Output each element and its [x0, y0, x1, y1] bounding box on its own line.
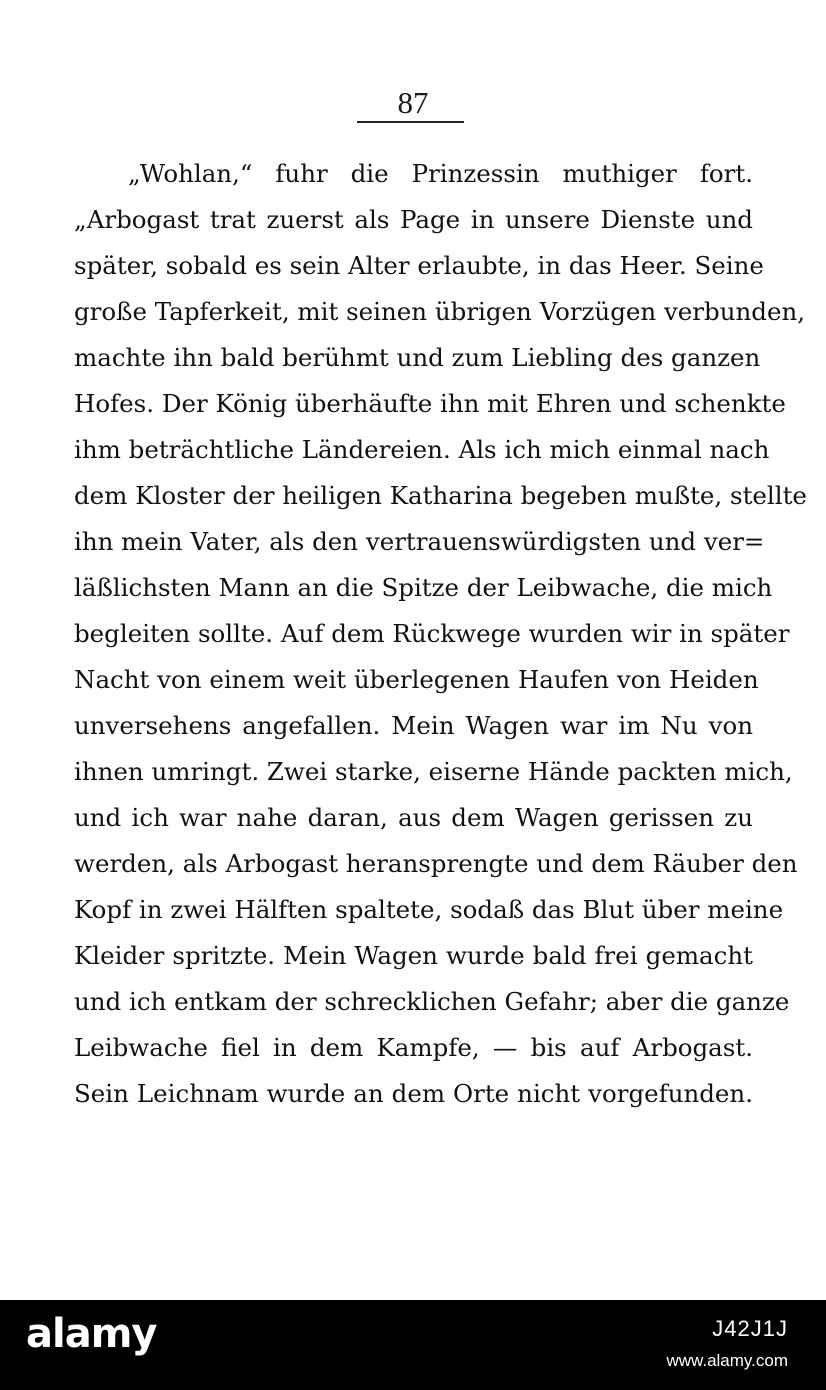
image-id: J42J1J [712, 1316, 788, 1341]
text-line-12: Nacht von einem weit überlegenen Haufen von Heiden [74, 665, 759, 694]
text-line-17: Kopf in zwei Hälften spaltete, sodaß das Blut über meine [74, 895, 784, 924]
text-line-5: machte ihn bald berühmt und zum Liebling des ganzen [74, 343, 761, 372]
text-line-2: „Arbogast trat zuerst als Page in unsere Dienste und [74, 205, 753, 234]
text-line-13: unversehens angefallen. Mein Wagen war im Nu von [74, 711, 753, 740]
watermark-url: www.alamy.com [666, 1351, 788, 1370]
text-line-20: Leibwache fiel in dem Kampfe, — bis auf Arbogast. [74, 1033, 753, 1062]
text-line-7: ihm beträchtliche Ländereien. Als ich mich einmal nach [74, 435, 770, 464]
text-line-6: Hofes. Der König überhäufte ihn mit Ehren und schenkte [74, 389, 786, 418]
text-line-8: dem Kloster der heiligen Katharina begeben mußte, stellte [74, 481, 807, 510]
text-line-3: später, sobald es sein Alter erlaubte, in das Heer. Seine [74, 251, 764, 280]
text-line-15: und ich war nahe daran, aus dem Wagen gerissen zu [74, 803, 753, 832]
text-line-21: Sein Leichnam wurde an dem Orte nicht vorgefunden. [74, 1079, 753, 1108]
text-line-9: ihn mein Vater, als den vertrauenswürdigsten und ver= [74, 527, 765, 556]
text-line-11: begleiten sollte. Auf dem Rückwege wurden wir in später [74, 619, 790, 648]
text-line-1: „Wohlan,“ fuhr die Prinzessin muthiger fort. [128, 159, 753, 188]
text-line-14: ihnen umringt. Zwei starke, eiserne Hände packten mich, [74, 757, 793, 786]
page-number-rule [357, 121, 464, 123]
text-line-4: große Tapferkeit, mit seinen übrigen Vorzügen verbunden, [74, 297, 806, 326]
text-line-18: Kleider spritzte. Mein Wagen wurde bald frei gemacht [74, 941, 753, 970]
text-line-19: und ich entkam der schrecklichen Gefahr; aber die ganze [74, 987, 790, 1016]
page-number: 87 [397, 85, 429, 120]
text-line-10: läßlichsten Mann an die Spitze der Leibwache, die mich [74, 573, 773, 602]
text-line-16: werden, als Arbogast heransprengte und dem Räuber den [74, 849, 798, 878]
alamy-logo: alamy [26, 1311, 157, 1357]
